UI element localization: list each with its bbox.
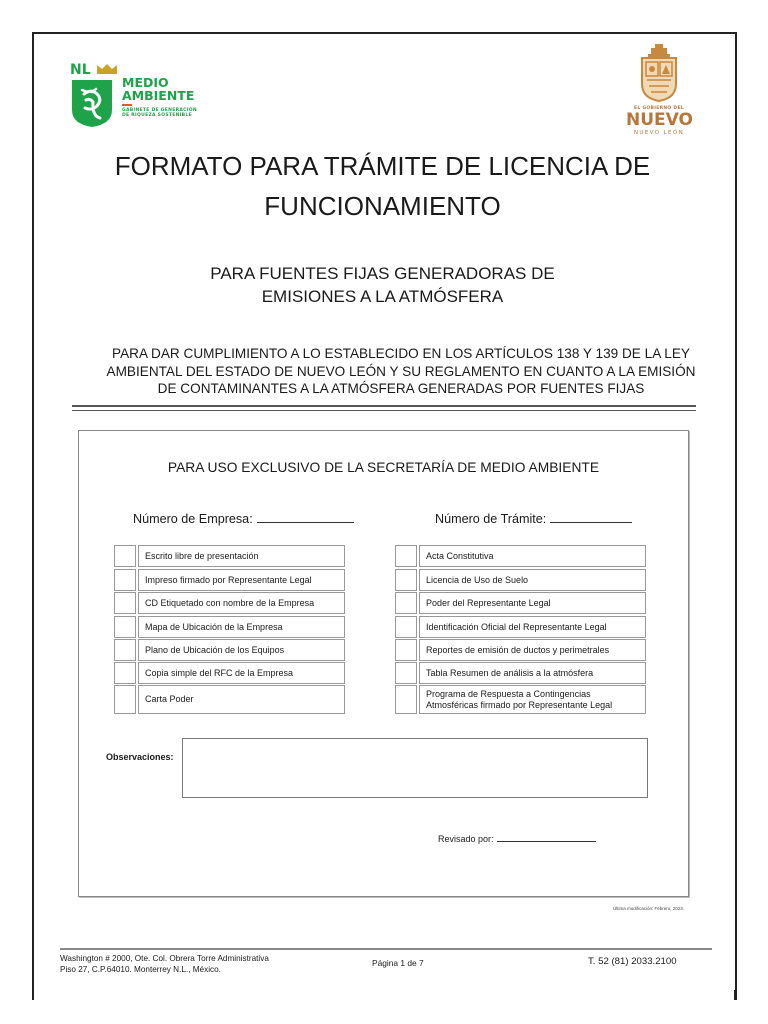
revisado-por-line[interactable] xyxy=(497,835,596,842)
footer-address-line-1: Washington # 2000, Ote. Col. Obrera Torre Administrativa xyxy=(60,954,269,963)
numero-empresa-line[interactable] xyxy=(257,513,354,523)
checklist-item-label: Poder del Representante Legal xyxy=(419,592,646,614)
legal-statement xyxy=(96,345,706,398)
official-use-title: PARA USO EXCLUSIVO DE LA SECRETARÍA DE MEDIO AMBIENTE xyxy=(167,460,600,475)
checkbox[interactable] xyxy=(114,545,136,567)
numero-tramite-field[interactable] xyxy=(435,512,632,526)
checkbox[interactable] xyxy=(395,662,417,684)
checklist-item-label: CD Etiquetado con nombre de la Empresa xyxy=(138,592,345,614)
checkbox[interactable] xyxy=(395,639,417,661)
logo-accent-bar xyxy=(122,104,132,106)
logo-nuevo-text: NUEVO xyxy=(626,110,693,130)
page-number: Página 1 de 7 xyxy=(372,958,424,968)
logo-nl-text: NL xyxy=(70,62,91,78)
checklist-item-label: Tabla Resumen de análisis a la atmósfera xyxy=(419,662,646,684)
checkbox[interactable] xyxy=(395,545,417,567)
checkbox[interactable] xyxy=(395,616,417,638)
medio-ambiente-logo xyxy=(70,62,220,132)
coat-of-arms-icon xyxy=(639,44,679,102)
checkbox[interactable] xyxy=(114,662,136,684)
checklist-item-label: Reportes de emisión de ductos y perimetrales xyxy=(419,639,646,661)
footer-divider xyxy=(60,948,712,950)
checkbox[interactable] xyxy=(114,616,136,638)
last-modified-note: Última modificación: Febrero, 2023. xyxy=(612,906,684,911)
numero-tramite-line[interactable] xyxy=(550,513,632,523)
gobierno-nuevo-leon-logo xyxy=(626,44,696,134)
section-divider xyxy=(72,405,696,411)
shield-icon xyxy=(70,78,114,128)
checkbox[interactable] xyxy=(114,569,136,591)
checklist-item-label: Plano de Ubicación de los Equipos xyxy=(138,639,345,661)
subtitle-line-1: PARA FUENTES FIJAS GENERADORAS DE xyxy=(210,264,555,283)
page-title xyxy=(60,146,705,226)
logo-nuevo-leon-caption: NUEVO LEÓN xyxy=(633,130,685,136)
revisado-por-field[interactable] xyxy=(438,834,596,844)
subtitle-line-2: EMISIONES A LA ATMÓSFERA xyxy=(261,287,504,306)
page-frame-corner xyxy=(734,990,736,1000)
checklist-item-label: Licencia de Uso de Suelo xyxy=(419,569,646,591)
checklist-item-label: Copia simple del RFC de la Empresa xyxy=(138,662,345,684)
legal-line-1: PARA DAR CUMPLIMIENTO A LO ESTABLECIDO EN LOS ARTÍCULOS 138 Y 139 DE LA LEY xyxy=(112,346,690,361)
checklist-item-label: Mapa de Ubicación de la Empresa xyxy=(138,616,345,638)
checkbox[interactable] xyxy=(395,569,417,591)
checklist-item-label: Identificación Oficial del Representante Legal xyxy=(419,616,646,638)
numero-empresa-label: Número de Empresa: xyxy=(133,512,253,526)
crown-icon xyxy=(96,63,118,75)
page-subtitle xyxy=(60,262,705,308)
checkbox[interactable] xyxy=(395,685,417,714)
logo-title-ambiente: AMBIENTE xyxy=(122,88,195,103)
legal-line-3: DE CONTAMINANTES A LA ATMÓSFERA GENERADAS POR FUENTES FIJAS xyxy=(157,381,645,396)
footer-address xyxy=(60,953,269,975)
numero-tramite-label: Número de Trámite: xyxy=(435,512,547,526)
checklist-item-label: Escrito libre de presentación xyxy=(138,545,345,567)
checkbox[interactable] xyxy=(114,685,136,714)
logo-subtitle-1: GABINETE DE GENERACIÓN xyxy=(122,108,197,113)
legal-line-2: AMBIENTAL DEL ESTADO DE NUEVO LEÓN Y SU REGLAMENTO EN CUANTO A LA EMISIÓN xyxy=(106,363,696,379)
footer-address-line-2: Piso 27, C.P.64010. Monterrey N.L., México. xyxy=(60,965,221,974)
logo-subtitle-2: DE RIQUEZA SOSTENIBLE xyxy=(122,113,192,118)
logo-gobierno-caption: EL GOBIERNO DEL xyxy=(633,106,684,111)
checklist-item-label: Impreso firmado por Representante Legal xyxy=(138,569,345,591)
numero-empresa-field[interactable] xyxy=(133,512,354,526)
title-line-1: FORMATO PARA TRÁMITE DE LICENCIA DE xyxy=(114,151,651,181)
checklist-item-label: Programa de Respuesta a Contingencias Atmosféricas firmado por Representante Legal xyxy=(419,685,646,714)
observaciones-field[interactable] xyxy=(182,738,648,798)
footer-phone: T. 52 (81) 2033.2100 xyxy=(588,956,677,967)
checklist-item-label: Acta Constitutiva xyxy=(419,545,646,567)
checklist-item-label: Carta Poder xyxy=(138,685,345,714)
checkbox[interactable] xyxy=(395,592,417,614)
title-line-2: FUNCIONAMIENTO xyxy=(264,191,501,221)
checkbox[interactable] xyxy=(114,592,136,614)
logo-title-medio: MEDIO xyxy=(122,75,169,90)
observaciones-label: Observaciones: xyxy=(106,752,174,762)
checkbox[interactable] xyxy=(114,639,136,661)
revisado-por-label: Revisado por: xyxy=(438,834,494,844)
